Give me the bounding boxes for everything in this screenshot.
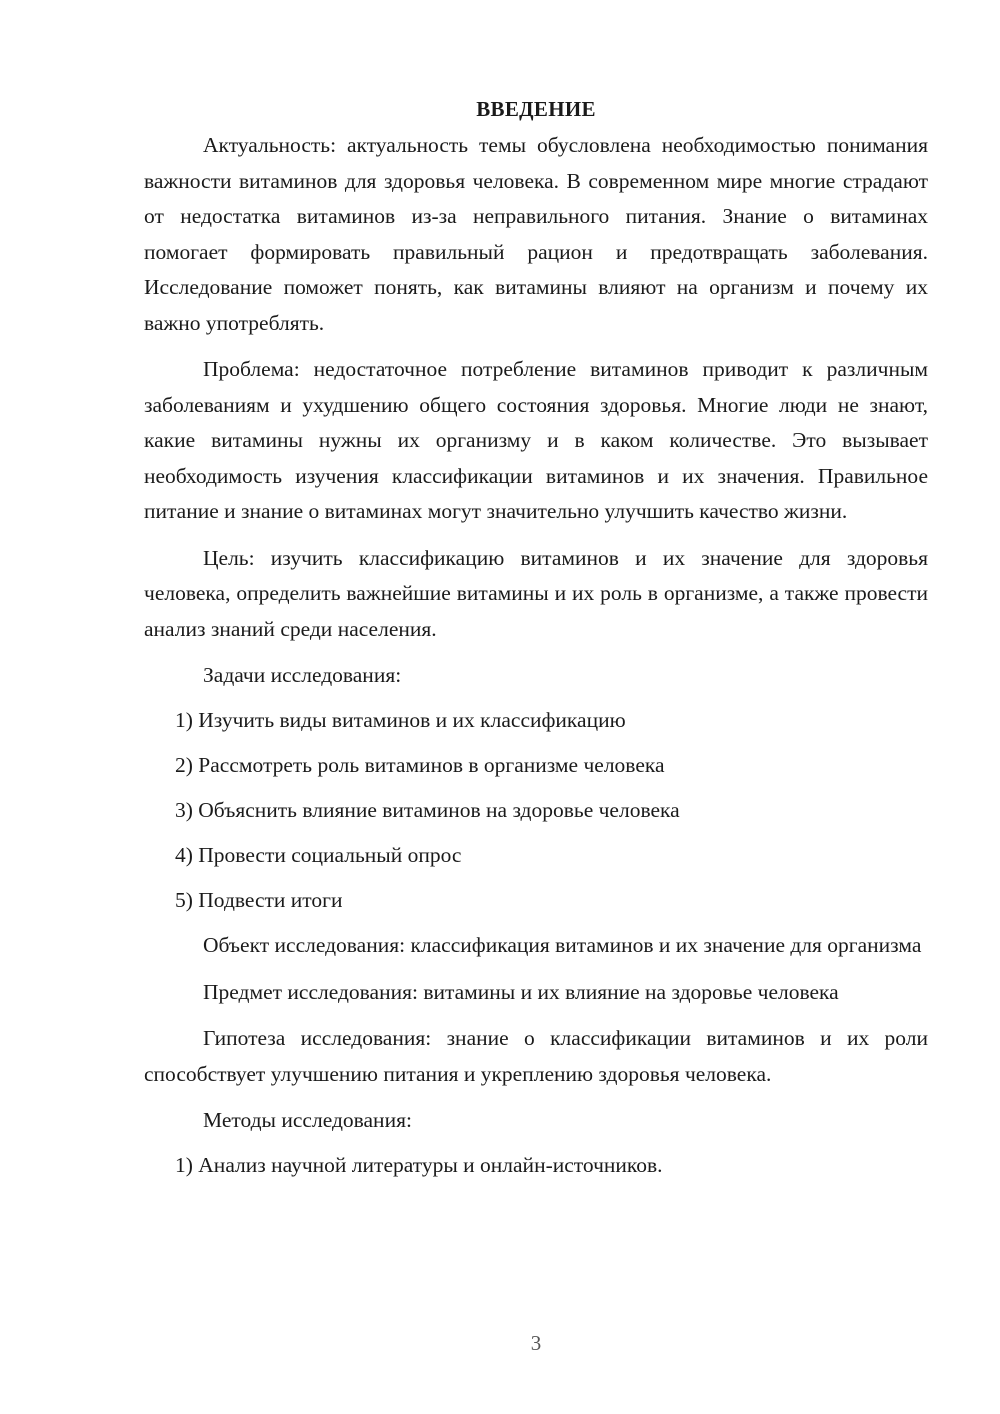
section-title: ВВЕДЕНИЕ xyxy=(476,97,596,121)
methods-label: Методы исследования: xyxy=(203,1108,412,1132)
paragraph-goal: Цель: изучить классификацию витаминов и их значение для здоровья человека, определить важнейшие витамины и их роль в организме, а также провести анализ знаний среди населения. xyxy=(144,545,928,641)
task-item: 2) Рассмотреть роль витаминов в организме человека xyxy=(175,753,665,777)
paragraph-relevance: Актуальность: актуальность темы обусловлена необходимостью понимания важности витаминов для здоровья человека. В современном мире многие страдают от недостатка витаминов из-за неправильного питания. Знание о витаминах помогает формировать правильный рацион и предотвращать заболевания. Исследование поможет понять, как витамины влияют на организм и почему их важно употреблять. xyxy=(144,133,928,335)
methods-list xyxy=(144,1148,928,1184)
paragraph-object: Объект исследования: классификация витаминов и их значение для организма xyxy=(203,933,922,957)
task-item: 4) Провести социальный опрос xyxy=(175,843,462,867)
task-item: 5) Подвести итоги xyxy=(175,888,343,912)
paragraph-hypothesis: Гипотеза исследования: знание о классификации витаминов и их роли способствует улучшению питания и укреплению здоровья человека. xyxy=(144,1026,928,1086)
task-item: 1) Изучить виды витаминов и их классификацию xyxy=(175,708,626,732)
paragraph-problem: Проблема: недостаточное потребление витаминов приводит к различным заболеваниям и ухудшению общего состояния здоровья. Многие люди не знают, какие витамины нужны их организму и в каком количестве. Это вызывает необходимость изучения классификации витаминов и их значения. Правильное питание и знание о витаминах могут значительно улучшить качество жизни. xyxy=(144,357,928,523)
paragraph-subject: Предмет исследования: витамины и их влияние на здоровье человека xyxy=(203,979,839,1004)
document-page xyxy=(144,92,928,1193)
page-number: 3 xyxy=(530,1331,542,1355)
tasks-label: Задачи исследования: xyxy=(203,663,402,687)
method-item: 1) Анализ научной литературы и онлайн-источников. xyxy=(175,1153,663,1177)
tasks-list xyxy=(144,703,928,919)
task-item: 3) Объяснить влияние витаминов на здоровье человека xyxy=(175,798,680,822)
